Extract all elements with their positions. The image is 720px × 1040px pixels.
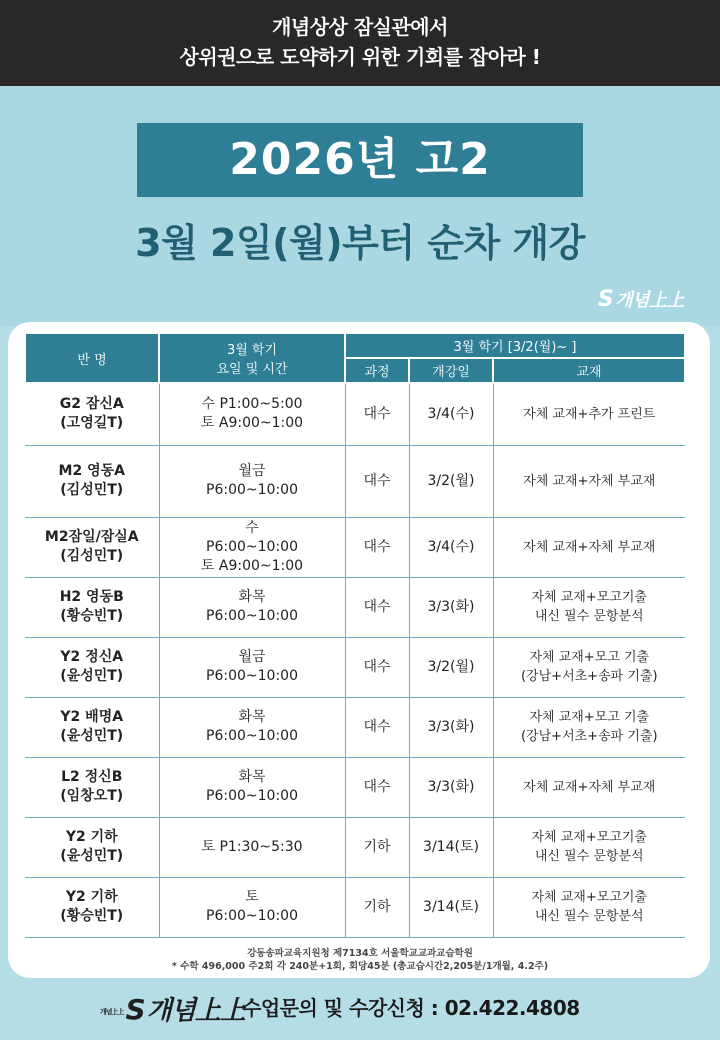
cell-course: 대수: [345, 637, 409, 697]
cell-start-date: 3/3(화): [409, 757, 493, 817]
class-name-line: M2 영동A: [58, 463, 125, 479]
cell-textbook: [493, 757, 685, 817]
schedule-line: P6:00~10:00: [206, 788, 298, 804]
cell-textbook: [493, 877, 685, 937]
textbook-line: 자체 교재+모고 기출: [529, 710, 650, 725]
cell-course: 대수: [345, 517, 409, 577]
textbook-line: 자체 교재+모고기출: [531, 830, 647, 845]
table-row: [25, 757, 685, 817]
cell-class-name: [25, 383, 159, 445]
cell-start-date: 3/4(수): [409, 383, 493, 445]
cell-textbook: [493, 577, 685, 637]
class-name-line: (황승빈T): [60, 908, 124, 924]
schedule-line: P6:00~10:00: [206, 482, 298, 498]
cell-class-name: [25, 637, 159, 697]
textbook-line: 자체 교재+자체 부교재: [523, 473, 656, 489]
table-row: [25, 817, 685, 877]
cell-class-name: [25, 517, 159, 577]
schedule-line: P6:00~10:00: [206, 538, 298, 555]
textbook-line: 내신 필수 문항분석: [534, 849, 644, 864]
cell-class-name: [25, 445, 159, 517]
header-textbook: 교재: [493, 358, 685, 383]
brand-swirl-icon: S: [597, 287, 614, 312]
cell-start-date: 3/3(화): [409, 577, 493, 637]
schedule-table-body: [25, 383, 685, 937]
cell-textbook: [493, 445, 685, 517]
footer-note: [0, 947, 720, 973]
class-name-line: (윤성민T): [60, 848, 124, 864]
schedule-line: 수: [245, 519, 259, 536]
cell-start-date: 3/4(수): [409, 517, 493, 577]
class-name-line: Y2 정신A: [60, 649, 124, 665]
schedule-line: 월금: [238, 463, 266, 479]
cell-schedule: [159, 383, 345, 445]
textbook-line: 자체 교재+모고 기출: [529, 650, 650, 665]
banner-line-1: 개념상상 잠실관에서: [272, 15, 448, 39]
header-schedule: [159, 333, 345, 383]
cell-class-name: [25, 697, 159, 757]
header-schedule-line1: 3월 학기: [226, 343, 278, 358]
cell-schedule: [159, 697, 345, 757]
cell-schedule: [159, 877, 345, 937]
class-name-line: Y2 기하: [65, 829, 118, 845]
contact-info: 수업문의 및 수강신청 : 02.422.4808: [242, 996, 580, 1020]
textbook-line: 자체 교재+자체 부교재: [523, 779, 656, 795]
brand-logo-small: [598, 286, 684, 312]
cell-textbook: [493, 637, 685, 697]
class-name-line: G2 잠신A: [59, 396, 124, 413]
schedule-line: 토: [245, 889, 259, 905]
schedule-line: 토 A9:00~1:00: [200, 415, 304, 432]
textbook-line: 내신 필수 문항분석: [534, 609, 644, 624]
class-name-line: Y2 배명A: [60, 709, 124, 725]
schedule-line: P6:00~10:00: [206, 908, 298, 924]
table-row: [25, 877, 685, 937]
table-row: [25, 697, 685, 757]
textbook-line: 자체 교재+추가 프린트: [523, 406, 656, 422]
registration-text: 강동송파교육지원청 제7134호 서울학교교과교습학원: [247, 948, 473, 959]
textbook-line: 내신 필수 문항분석: [534, 909, 644, 924]
cell-start-date: 3/3(화): [409, 697, 493, 757]
header-schedule-line2: 요일 및 시간: [216, 362, 288, 377]
cell-class-name: [25, 817, 159, 877]
class-name-line: (윤성민T): [60, 668, 124, 684]
class-name-line: (임창오T): [60, 788, 124, 804]
cell-class-name: [25, 757, 159, 817]
page-title: 2026년 고2: [137, 123, 583, 197]
cell-schedule: [159, 445, 345, 517]
schedule-line: 화목: [238, 709, 266, 725]
class-name-line: Y2 기하: [65, 889, 118, 905]
schedule-line: 월금: [238, 649, 266, 665]
bottom-bar: [0, 980, 720, 1040]
cell-course: 대수: [345, 445, 409, 517]
textbook-line: 자체 교재+모고기출: [531, 590, 647, 605]
schedule-line: 토 P1:30~5:30: [201, 838, 303, 855]
class-name-line: (황승빈T): [60, 608, 124, 624]
class-name-line: M2잠일/잠실A: [44, 529, 139, 545]
schedule-line: P6:00~10:00: [206, 668, 298, 684]
cell-start-date: 3/2(월): [409, 637, 493, 697]
header-course: 과정: [345, 358, 409, 383]
brand-tiny-text: 개념上上: [100, 1007, 124, 1016]
schedule-line: P6:00~10:00: [206, 608, 298, 624]
textbook-line: (강남+서초+송파 기출): [520, 669, 658, 684]
table-row: [25, 637, 685, 697]
schedule-table: [24, 332, 686, 938]
class-name-line: H2 영동B: [59, 589, 124, 605]
header-term: 3월 학기 [3/2(월)~ ]: [345, 333, 685, 358]
cell-class-name: [25, 877, 159, 937]
header-class-name: 반 명: [25, 333, 159, 383]
textbook-line: 자체 교재+모고기출: [531, 890, 647, 905]
cell-class-name: [25, 577, 159, 637]
tuition-text: * 수학 496,000 주2회 각 240분+1회, 회당45분 (총교습시간2,205분/1개월, 4.2주): [171, 961, 549, 972]
cell-schedule: [159, 637, 345, 697]
cell-course: 대수: [345, 757, 409, 817]
class-name-line: (김성민T): [60, 548, 124, 564]
brand-logo-large: [100, 990, 245, 1027]
textbook-line: 자체 교재+자체 부교재: [523, 539, 656, 555]
class-name-line: (김성민T): [60, 482, 124, 498]
cell-start-date: 3/2(월): [409, 445, 493, 517]
table-row: [25, 445, 685, 517]
schedule-line: 토 A9:00~1:00: [200, 557, 304, 574]
cell-start-date: 3/14(토): [409, 817, 493, 877]
cell-textbook: [493, 697, 685, 757]
cell-textbook: [493, 383, 685, 445]
schedule-line: 수 P1:00~5:00: [201, 396, 303, 413]
cell-schedule: [159, 577, 345, 637]
cell-schedule: [159, 517, 345, 577]
brand-swirl-icon-large: S: [125, 993, 145, 1026]
header-start: 개강일: [409, 358, 493, 383]
cell-course: 대수: [345, 577, 409, 637]
hero-section: [0, 86, 720, 326]
cell-textbook: [493, 817, 685, 877]
class-name-line: (윤성민T): [60, 728, 124, 744]
table-row: [25, 577, 685, 637]
cell-schedule: [159, 757, 345, 817]
textbook-line: (강남+서초+송파 기출): [520, 729, 658, 744]
cell-course: 대수: [345, 697, 409, 757]
class-name-line: L2 정신B: [61, 769, 123, 785]
cell-textbook: [493, 517, 685, 577]
page-subtitle: 3월 2일(월)부터 순차 개강: [135, 221, 585, 265]
cell-course: 대수: [345, 383, 409, 445]
table-row: [25, 517, 685, 577]
brand-name: 개념上上: [615, 290, 684, 311]
brand-name-large: 개념上上: [146, 996, 245, 1026]
top-banner: [0, 0, 720, 86]
banner-line-2: 상위권으로 도약하기 위한 기회를 잡아라 !: [179, 45, 541, 69]
schedule-line: 화목: [238, 589, 266, 605]
schedule-line: 화목: [238, 769, 266, 785]
cell-course: 기하: [345, 817, 409, 877]
cell-start-date: 3/14(토): [409, 877, 493, 937]
schedule-line: P6:00~10:00: [206, 728, 298, 744]
table-row: [25, 383, 685, 445]
class-name-line: (고영길T): [60, 415, 124, 432]
cell-course: 기하: [345, 877, 409, 937]
cell-schedule: [159, 817, 345, 877]
